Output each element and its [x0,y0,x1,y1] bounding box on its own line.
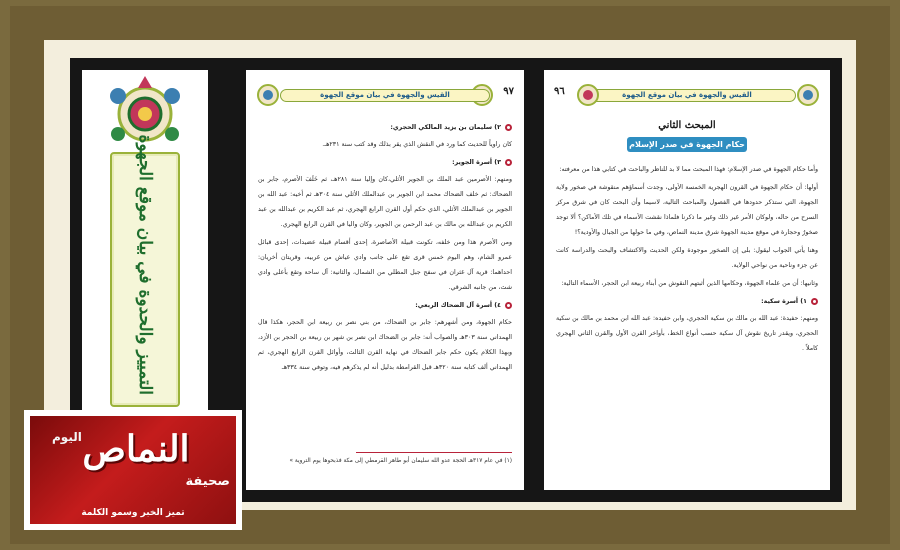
paragraph: حكام الجهوة، ومن أشهرهم: جابر بن الضحاك، من بني نصر بن ربيعة ابن الحجر، هكذا قال الهمداني سنة ٣٠٣هـ والصواب أنه: جابر بن الضحاك ابن نصر بن شهر بن ربيعة بن الحجر بن الأزد، وبهذا الكلام يكون حكم جابر الضحاك في نهاية القرن الثالث، وأوائل القرن الرابع الهجري، ثم الهمداني ألف كتابه سنة ٣٢٠هـ قبل القرامطة بدليل أنه لم يذكرهم فيه، وتوفي سنة ٣٣٤هـ [258,319,513,371]
running-header: القيس والجهوة في بيان موقع الجهوة [622,91,752,99]
section-heading: ٣) أسرة الجوير: [258,155,512,170]
logo-background [30,416,236,524]
paragraph: ومنهم: الأصرمين عبد الملك بن الجوير الأثلي،كان وإليا سنة ٢٨١هـ، ثم خَلَفَ الأصرم، جابر بن الضحاك: ثم خلف الضحاك محمد ابن الجوير بن عبدالملك الأثلي سنة ٣٠٤هـ ثم أخيه: عبد الله بن الجوير بن عبدالملك الأثلي، الذي حكم أول القرن الرابع الهجري، ثم عبد الكريم بن عبدالله بن عبد الكريم بن عبدالله بن مالك بن عبد الرحمن بن الجوير، وكان واليا في القرن الرابع الهجري. [258,176,512,228]
page-header [254,80,516,110]
running-header: القيس والجهوة في بيان موقع الجهوة [320,91,450,99]
floral-ornament-icon [576,82,600,108]
section-heading: ٢) سليمان بن يزيد المالكي الحجري: [258,120,512,135]
newspaper-logo[interactable] [24,410,242,530]
chapter-title: المبحث الثاني [658,120,716,131]
paragraph: وثانيها: أن من علماء الجهوة، وحكامها الذين أثبتهم النقوش من أبناء ربيعة ابن الحجر، الأسماء التالية: [561,280,818,287]
page-header [552,80,822,110]
section-heading: ١) أسرة سكية: [556,294,818,309]
bullet-icon [505,159,512,166]
floral-ornament-icon [256,82,280,108]
cover-title-panel [110,133,180,407]
cover-title: التمييز والحدوة في بيان موقع الجهوة [135,133,155,395]
logo-slogan: تميز الخبر وسمو الكلمة [81,508,185,518]
floral-ornament-icon [796,82,820,108]
paragraph: وأما حكام الجهوة في صدر الإسلام: فهذا المبحث مما لا بد للناظر والباحث في كتابي هذا من معرفته: [559,166,818,173]
footnote: (١) في عام ٣١٧هـ الحجة عدو الله سليمان أبو طاهر القرمطي إلى مكة فذبحوها يوم التروية » [289,458,512,464]
paragraph: كان راوياً للحديث كما ورد في النقش الذي يقر بذلك وقد كتب سنة ٢٣١هـ. [322,141,512,148]
bullet-icon [505,124,512,131]
page-body [556,118,818,359]
paragraph: ومنهم: حفيدة: عبد الله بن مالك بن سكية الحجري، وابن حفيده: عبد الله ابن محمد بن مالك بن سكية الحجري، ويقدر تاريخ نقوش آل سكية حسب أنواع الخط، بأواخر القرن الأول والقرن الثاني الهجري كاملاً . [556,315,818,352]
chapter-subtitle: حكام الجهوة في صدر الإسلام [627,137,747,152]
paragraph: ومن الأصرم هذا ومن خلفه، تكونت قبيلة الأصاصرة، إحدى أقسام قبيلة عضيدات، إحدى قبائل عمرو الشام، وهم اليوم خمس قرى تقع على جانب وادي عياش من غربيه، وقريتان أخريان: احداهما: قرية آل غثران في سفح جبل المطلي من الشمال، والثانية: آل ساحة وتقع بأعلى وادي شث، من جانبه الشرقي. [258,239,512,291]
header-title-bar [578,89,796,102]
paragraph: وهنا يأتي الجواب ليقول: بلى إن الصخور موجودة ولكن الحديث والاكتشاف والبحث والدراسة كانت عن جزء وناحية من نواحي الولاية. [556,247,818,269]
section-heading: ٤) أسرة آل الضحاك الربعي: [258,298,512,313]
page-96 [544,70,830,490]
footnote-divider [356,452,512,453]
page-number: ٩٦ [554,86,565,97]
page-97 [246,70,524,490]
logo-top-word: اليوم [52,430,82,444]
logo-paper-word: صحيفة [185,474,230,489]
bullet-icon [811,298,818,305]
page-number: ٩٧ [503,86,514,97]
bullet-icon [505,302,512,309]
logo-main-word: النماص [82,428,190,470]
header-title-bar [280,89,490,102]
paragraph: أولها: أن حكام الجهوة في القرون الهجرية الخمسة الأولى، وجدت أسماؤهم منقوشة في صخور ولاية الجهوة، التي ستذكر حدودها في الفصول والمباحث التالية، لاسيما وأن البحث كان في شرق مركز السرح من حاله، ولوكان الأمر غير ذلك وغير ما ذكرنا فلماذا نقشت الأسماء في تلك الأماكن؟ ألا توجد صخورٌ وحجارة في موقع مدينة الجهوة شرق مدينة النماص، وفي ما حولها من الجبال والأودية؟! [556,184,818,236]
page-body [258,118,512,378]
